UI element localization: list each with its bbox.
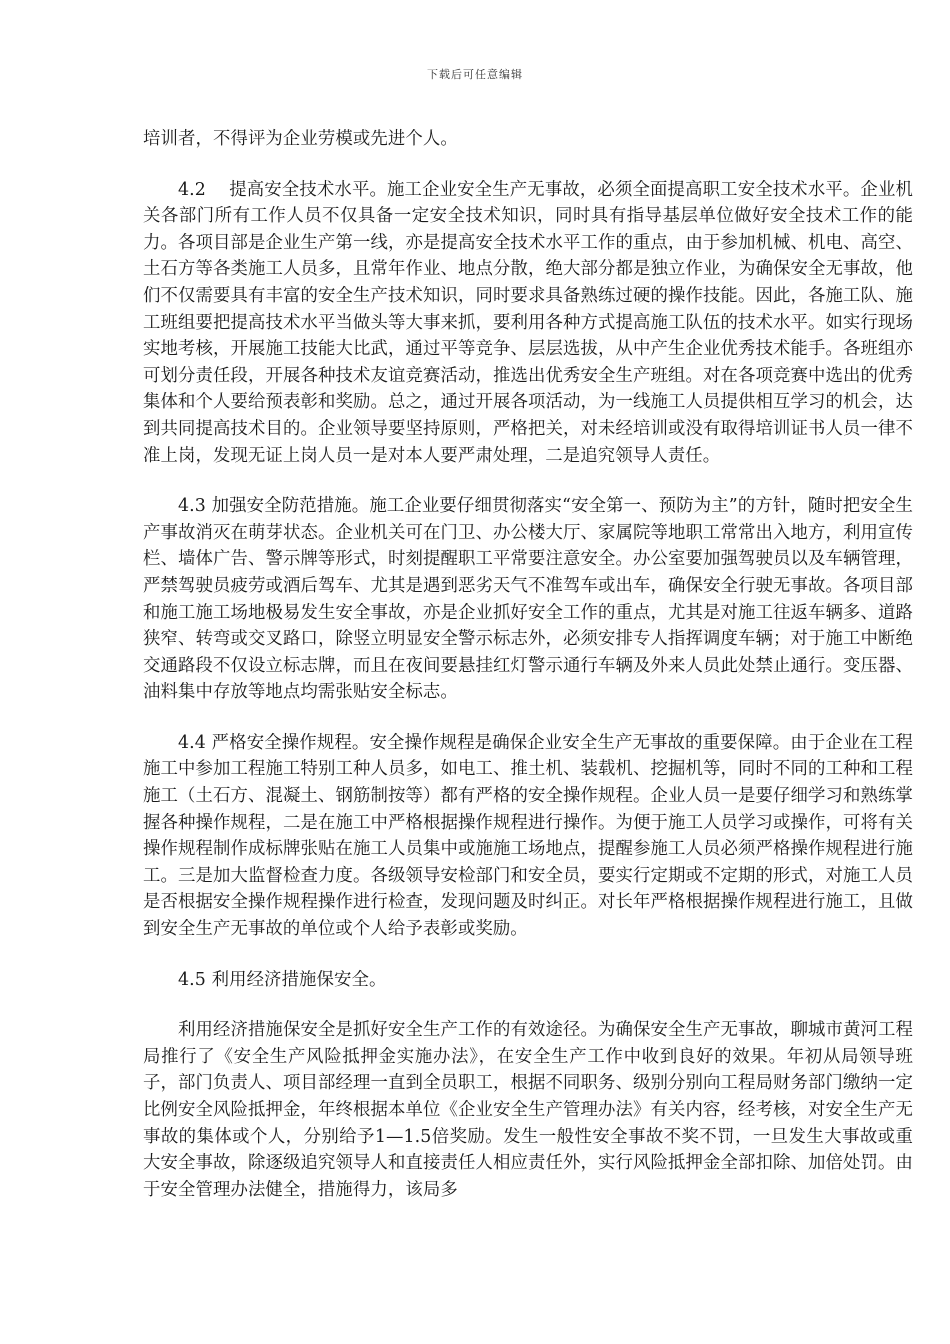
document-body [143,126,913,1227]
page-header-note: 下载后可任意编辑 [427,68,523,81]
paragraph-4-5-body: 利用经济措施保安全是抓好安全生产工作的有效途径。为确保安全生产无事故，聊城市黄河工程局推行了《安全生产风险抵押金实施办法》，在安全生产工作中收到良好的效果。年初从局领导班子，部门负责人、项目部经理一直到全员职工，根据不同职务、级别分别向工程局财务部门缴纳一定比例安全风险抵押金，年终根据本单位《企业安全生产管理办法》有关内容，经考核，对安全生产无事故的集体或个人，分别给予1—1.5倍奖励。发生一般性安全事故不奖不罚，一旦发生大事故或重大安全事故，除逐级追究领导人和直接责任人相应责任外，实行风险抵押金全部扣除、加倍处罚。由于安全管理办法健全，措施得力，该局多 [143,1020,913,1200]
paragraph-4-3: 4.3 加强安全防范措施。施工企业要仔细贯彻落实“安全第一、预防为主”的方针，随时把安全生产事故消灭在萌芽状态。企业机关可在门卫、办公楼大厅、家属院等地职工常常出入地方，利用宣传栏、墙体广告、警示牌等形式，时刻提醒职工平常要注意安全。办公室要加强驾驶员以及车辆管理，严禁驾驶员疲劳或酒后驾车、尤其是遇到恶劣天气不准驾车或出车，确保安全行驶无事故。各项目部和施工施工场地极易发生安全事故，亦是企业抓好安全工作的重点，尤其是对施工往返车辆多、道路狭窄、转弯或交叉路口，除竖立明显安全警示标志外，必须安排专人指挥调度车辆；对于施工中断绝交通路段不仅设立标志牌，而且在夜间要悬挂红灯警示通行车辆及外来人员此处禁止通行。变压器、油料集中存放等地点均需张贴安全标志。 [143,496,913,703]
paragraph-4-5-heading: 4.5 利用经济措施保安全。 [178,969,387,990]
paragraph-continuation: 培训者，不得评为企业劳模或先进个人。 [143,129,458,149]
paragraph-4-2: 4.2 提高安全技术水平。施工企业安全生产无事故，必须全面提高职工安全技术水平。企业机关各部门所有工作人员不仅具备一定安全技术知识，同时具有指导基层单位做好安全技术工作的能力。各项目部是企业生产第一线，亦是提高安全技术水平工作的重点，由于参加机械、机电、高空、土石方等各类施工人员多，且常年作业、地点分散，绝大部分都是独立作业，为确保安全无事故，他们不仅需要具有丰富的安全生产技术知识，同时要求具备熟练过硬的操作技能。因此，各施工队、施工班组要把提高技术水平当做头等大事来抓，要利用各种方式提高施工队伍的技术水平。如实行现场实地考核，开展施工技能大比武，通过平等竞争、层层选拔，从中产生企业优秀技术能手。各班组亦可划分责任段，开展各种技术友谊竞赛活动，推选出优秀安全生产班组。对在各项竞赛中选出的优秀集体和个人要给预表彰和奖励。总之，通过开展各项活动，为一线施工人员提供相互学习的机会，达到共同提高技术目的。企业领导要坚持原则，严格把关，对未经培训或没有取得培训证书人员一律不准上岗，发现无证上岗人员一是对本人要严肃处理，二是追究领导人责任。 [143,179,913,466]
paragraph-4-4: 4.4 严格安全操作规程。安全操作规程是确保企业安全生产无事故的重要保障。由于企业在工程施工中参加工程施工特别工种人员多，如电工、推土机、装载机、挖掘机等，同时不同的工种和工程施工（土石方、混凝土、钢筋制按等）都有严格的安全操作规程。企业人员一是要仔细学习和熟练掌握各种操作规程，二是在施工中严格根据操作规程进行操作。为便于施工人员学习或操作，可将有关操作规程制作成标牌张贴在施工人员集中或施施工场地点，提醒参施工人员必须严格操作规程进行施工。三是加大监督检查力度。各级领导安检部门和安全员，要实行定期或不定期的形式，对施工人员是否根据安全操作规程操作进行检查，发现问题及时纠正。对长年严格根据操作规程进行施工，且做到安全生产无事故的单位或个人给予表彰或奖励。 [143,732,913,940]
